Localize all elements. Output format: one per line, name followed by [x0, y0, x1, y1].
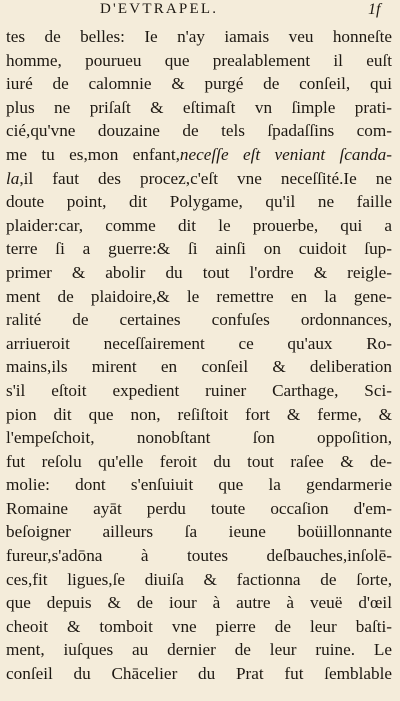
text-line [6, 72, 392, 96]
line-text: ,il faut des procez,c'eſt vne neceſſité.Ie ne [19, 168, 392, 188]
text-line [6, 473, 392, 497]
line-text: doute point, dit Polygame, qu'il ne faille [6, 192, 392, 212]
text-line [6, 591, 392, 615]
line-text: pion dit que non, reſiſtoit fort & ferme, & [6, 404, 392, 424]
line-text: l'empeſchoit, nonobſtant ſon oppoſition, [6, 428, 392, 448]
text-line [6, 167, 392, 191]
text-line [6, 544, 392, 568]
text-line [6, 520, 392, 544]
line-text: arriueroit neceſſairement ce qu'aux Ro- [6, 333, 392, 353]
text-line [6, 615, 392, 639]
line-text: ment de plaidoire,& le remettre en la gene- [6, 286, 392, 306]
running-head: D'EVTRAPEL. [100, 1, 219, 17]
text-line [6, 379, 392, 403]
line-text: cheoit & tomboit vne pierre de leur baſti- [6, 616, 392, 636]
line-text: que depuis & de iour à autre à veuë d'œil [6, 593, 392, 613]
text-line [6, 25, 392, 49]
body-text [6, 25, 392, 686]
line-text: ces,fit ligues,ſe diuiſa & factionna de ſorte, [6, 569, 392, 589]
line-text: ment, iuſques au dernier de leur ruine. Le [6, 640, 392, 660]
line-text: conſeil du Chācelier du Prat fut ſemblable [6, 664, 392, 684]
line-text: fut reſolu qu'elle feroit du tout raſee & de- [6, 451, 392, 471]
text-line [6, 261, 392, 285]
text-line [6, 190, 392, 214]
line-text: me tu es,mon enfant, [6, 144, 180, 164]
text-line [6, 332, 392, 356]
latin-quotation: neceſſe eſt veniant ſcanda- [179, 144, 392, 164]
line-text: fureur,s'adōna à toutes deſbauches,inſolē- [6, 546, 392, 566]
line-text: cié,qu'vne douzaine de tels ſpadaſſins com- [6, 121, 392, 141]
text-line [6, 285, 392, 309]
line-text: tes de belles: Ie n'ay iamais veu honneſte [6, 27, 392, 46]
text-line [6, 143, 392, 167]
line-text: terre ſi a guerre:& ſi ainſi on cuidoit ſup- [6, 239, 392, 259]
line-text: primer & abolir du tout l'ordre & reigle- [6, 262, 392, 282]
latin-quotation: la [6, 168, 20, 188]
text-line [6, 96, 392, 120]
page-header [0, 0, 400, 24]
text-line [6, 568, 392, 592]
line-text: plus ne priſaſt & eſtimaſt vn ſimple prati- [6, 97, 392, 117]
text-line [6, 426, 392, 450]
line-text: mains,ils mirent en conſeil & deliberation [6, 357, 392, 377]
text-line [6, 662, 392, 686]
line-text: beſoigner ailleurs ſa ieune boüillonnante [6, 522, 392, 542]
text-line [6, 308, 392, 332]
text-line [6, 403, 392, 427]
text-line [6, 49, 392, 73]
line-text: s'il eſtoit expedient ruiner Carthage, Sci- [6, 380, 392, 400]
line-text: iuré de calomnie & purgé de conſeil, qui [6, 74, 392, 94]
text-line [6, 638, 392, 662]
text-line [6, 497, 392, 521]
line-text: molie: dont s'enſuiuit que la gendarmerie [6, 475, 392, 495]
text-line [6, 214, 392, 238]
text-line [6, 450, 392, 474]
folio-number: 1f [368, 1, 381, 18]
text-line [6, 355, 392, 379]
text-line [6, 237, 392, 261]
line-text: plaider:car, comme dit le prouerbe, qui a [6, 215, 392, 235]
text-line [6, 119, 392, 143]
line-text: ralité de certaines confuſes ordonnances, [6, 310, 392, 330]
line-text: Romaine ayāt perdu toute occaſion d'em- [6, 498, 392, 518]
line-text: homme, pourueu que prealablement il euſt [6, 50, 392, 70]
